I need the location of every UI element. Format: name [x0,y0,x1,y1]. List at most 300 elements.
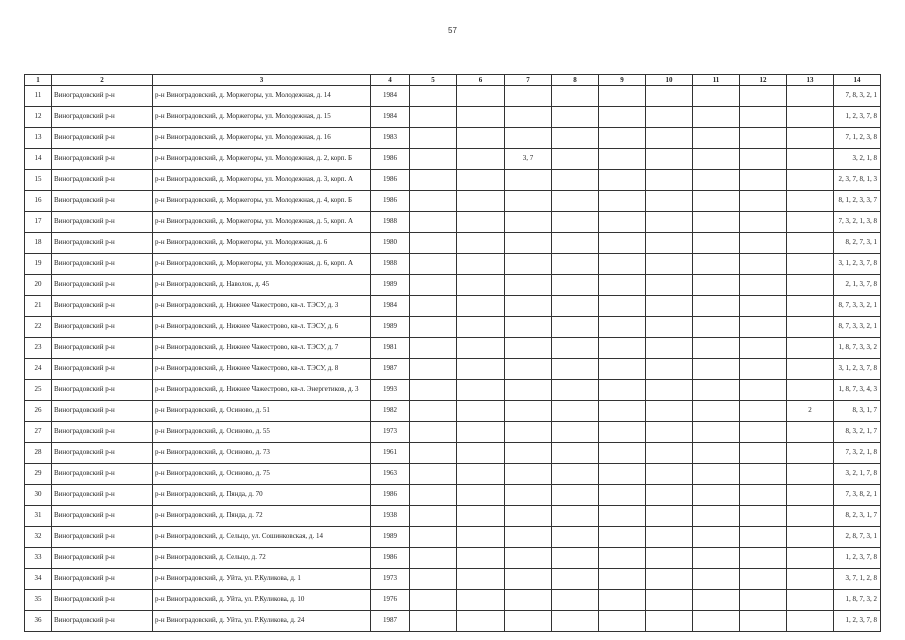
cell-10 [646,359,693,380]
cell-13 [787,443,834,464]
row-number: 17 [25,212,52,233]
row-number: 36 [25,611,52,632]
address-cell: р-н Виноградовский, д. Моржегоры, ул. Молодежная, д. 6 [153,233,371,254]
cell-9 [599,380,646,401]
cell-12 [740,485,787,506]
cell-11 [693,485,740,506]
cell-12 [740,338,787,359]
cell-5 [410,317,457,338]
district-cell: Виноградовский р-н [52,149,153,170]
cell-14: 7, 3, 8, 2, 1 [834,485,881,506]
cell-10 [646,569,693,590]
cell-10 [646,233,693,254]
cell-8 [552,107,599,128]
cell-5 [410,149,457,170]
table-header-row [25,75,881,86]
cell-6 [457,464,505,485]
cell-9 [599,107,646,128]
cell-11 [693,170,740,191]
cell-12 [740,191,787,212]
column-header-8: 8 [552,75,599,86]
cell-8 [552,338,599,359]
address-cell: р-н Виноградовский, д. Моржегоры, ул. Молодежная, д. 2, корп. Б [153,149,371,170]
cell-7 [505,443,552,464]
cell-9 [599,569,646,590]
cell-12 [740,170,787,191]
district-cell: Виноградовский р-н [52,275,153,296]
cell-7 [505,359,552,380]
cell-7 [505,611,552,632]
cell-10 [646,611,693,632]
year-cell: 1980 [371,233,410,254]
cell-9 [599,317,646,338]
cell-5 [410,401,457,422]
year-cell: 1963 [371,464,410,485]
cell-12 [740,128,787,149]
cell-7 [505,401,552,422]
cell-5 [410,86,457,107]
district-cell: Виноградовский р-н [52,485,153,506]
address-cell: р-н Виноградовский, д. Нижнее Чажестрово, кв-л. Энергетиков, д. 3 [153,380,371,401]
cell-11 [693,464,740,485]
cell-14: 8, 7, 3, 3, 2, 1 [834,296,881,317]
cell-9 [599,128,646,149]
cell-13 [787,611,834,632]
cell-7 [505,380,552,401]
cell-12 [740,317,787,338]
cell-7 [505,191,552,212]
cell-7 [505,86,552,107]
year-cell: 1986 [371,485,410,506]
cell-11 [693,212,740,233]
cell-14: 3, 2, 1, 8 [834,149,881,170]
cell-8 [552,380,599,401]
cell-12 [740,380,787,401]
cell-7 [505,254,552,275]
row-number: 15 [25,170,52,191]
year-cell: 1986 [371,548,410,569]
cell-7: 3, 7 [505,149,552,170]
cell-7 [505,296,552,317]
cell-11 [693,527,740,548]
year-cell: 1987 [371,611,410,632]
cell-7 [505,548,552,569]
cell-8 [552,149,599,170]
cell-10 [646,380,693,401]
cell-8 [552,590,599,611]
cell-7 [505,464,552,485]
page-number: 57 [448,26,457,35]
cell-7 [505,275,552,296]
cell-12 [740,401,787,422]
address-cell: р-н Виноградовский, д. Нижнее Чажестрово, кв-л. ТЭСУ, д. 3 [153,296,371,317]
column-header-9: 9 [599,75,646,86]
cell-10 [646,296,693,317]
cell-12 [740,149,787,170]
row-number: 35 [25,590,52,611]
address-cell: р-н Виноградовский, д. Нижнее Чажестрово, кв-л. ТЭСУ, д. 8 [153,359,371,380]
cell-8 [552,401,599,422]
district-cell: Виноградовский р-н [52,590,153,611]
cell-13 [787,191,834,212]
table-row [25,296,881,317]
cell-11 [693,317,740,338]
table-row [25,170,881,191]
district-cell: Виноградовский р-н [52,422,153,443]
cell-11 [693,506,740,527]
cell-13 [787,338,834,359]
cell-11 [693,296,740,317]
cell-12 [740,548,787,569]
cell-10 [646,338,693,359]
cell-6 [457,296,505,317]
cell-11 [693,149,740,170]
row-number: 34 [25,569,52,590]
column-header-4: 4 [371,75,410,86]
cell-7 [505,485,552,506]
cell-7 [505,338,552,359]
district-cell: Виноградовский р-н [52,86,153,107]
cell-11 [693,275,740,296]
cell-12 [740,254,787,275]
row-number: 13 [25,128,52,149]
cell-7 [505,170,552,191]
table-row [25,380,881,401]
cell-8 [552,170,599,191]
cell-9 [599,275,646,296]
cell-11 [693,380,740,401]
cell-8 [552,548,599,569]
cell-11 [693,611,740,632]
row-number: 30 [25,485,52,506]
address-cell: р-н Виноградовский, д. Наволок, д. 45 [153,275,371,296]
cell-6 [457,317,505,338]
cell-14: 2, 8, 7, 3, 1 [834,527,881,548]
cell-9 [599,149,646,170]
row-number: 22 [25,317,52,338]
cell-9 [599,506,646,527]
cell-12 [740,506,787,527]
table-row [25,86,881,107]
year-cell: 1984 [371,107,410,128]
column-header-6: 6 [457,75,505,86]
cell-12 [740,590,787,611]
cell-6 [457,611,505,632]
column-header-7: 7 [505,75,552,86]
cell-5 [410,464,457,485]
cell-8 [552,296,599,317]
year-cell: 1988 [371,212,410,233]
district-cell: Виноградовский р-н [52,128,153,149]
cell-12 [740,422,787,443]
cell-5 [410,296,457,317]
cell-6 [457,149,505,170]
cell-5 [410,128,457,149]
cell-5 [410,422,457,443]
cell-5 [410,338,457,359]
address-cell: р-н Виноградовский, д. Моржегоры, ул. Молодежная, д. 5, корп. А [153,212,371,233]
cell-6 [457,422,505,443]
cell-10 [646,149,693,170]
cell-14: 1, 2, 3, 7, 8 [834,611,881,632]
row-number: 25 [25,380,52,401]
cell-7 [505,422,552,443]
cell-7 [505,233,552,254]
cell-10 [646,443,693,464]
cell-9 [599,401,646,422]
row-number: 26 [25,401,52,422]
row-number: 11 [25,86,52,107]
district-cell: Виноградовский р-н [52,611,153,632]
cell-6 [457,275,505,296]
cell-9 [599,233,646,254]
row-number: 16 [25,191,52,212]
district-cell: Виноградовский р-н [52,107,153,128]
cell-9 [599,485,646,506]
year-cell: 1989 [371,317,410,338]
table-row [25,275,881,296]
cell-6 [457,191,505,212]
table-row [25,422,881,443]
cell-12 [740,275,787,296]
cell-14: 8, 2, 3, 1, 7 [834,506,881,527]
cell-10 [646,212,693,233]
cell-6 [457,170,505,191]
cell-7 [505,317,552,338]
cell-13 [787,506,834,527]
address-cell: р-н Виноградовский, д. Уйта, ул. Р.Куликова, д. 24 [153,611,371,632]
cell-6 [457,128,505,149]
year-cell: 1989 [371,275,410,296]
district-cell: Виноградовский р-н [52,506,153,527]
cell-14: 8, 3, 1, 7 [834,401,881,422]
cell-13 [787,485,834,506]
cell-6 [457,590,505,611]
cell-12 [740,443,787,464]
year-cell: 1984 [371,296,410,317]
cell-10 [646,275,693,296]
address-cell: р-н Виноградовский, д. Моржегоры, ул. Молодежная, д. 3, корп. А [153,170,371,191]
district-cell: Виноградовский р-н [52,338,153,359]
address-cell: р-н Виноградовский, д. Осиново, д. 73 [153,443,371,464]
cell-11 [693,422,740,443]
address-cell: р-н Виноградовский, д. Нижнее Чажестрово, кв-л. ТЭСУ, д. 7 [153,338,371,359]
cell-8 [552,485,599,506]
cell-12 [740,464,787,485]
cell-9 [599,359,646,380]
cell-10 [646,107,693,128]
cell-9 [599,338,646,359]
year-cell: 1986 [371,191,410,212]
table-row [25,569,881,590]
cell-8 [552,275,599,296]
cell-12 [740,212,787,233]
row-number: 27 [25,422,52,443]
cell-11 [693,569,740,590]
cell-5 [410,107,457,128]
year-cell: 1976 [371,590,410,611]
cell-8 [552,506,599,527]
cell-5 [410,380,457,401]
row-number: 19 [25,254,52,275]
cell-9 [599,422,646,443]
row-number: 18 [25,233,52,254]
cell-12 [740,611,787,632]
cell-14: 3, 1, 2, 3, 7, 8 [834,359,881,380]
year-cell: 1984 [371,86,410,107]
cell-14: 7, 1, 2, 3, 8 [834,128,881,149]
address-cell: р-н Виноградовский, д. Моржегоры, ул. Молодежная, д. 14 [153,86,371,107]
table-row [25,107,881,128]
address-cell: р-н Виноградовский, д. Моржегоры, ул. Молодежная, д. 15 [153,107,371,128]
cell-10 [646,191,693,212]
table-row [25,485,881,506]
row-number: 20 [25,275,52,296]
cell-8 [552,86,599,107]
table-row [25,401,881,422]
address-cell: р-н Виноградовский, д. Сельцо, ул. Сошинковская, д. 14 [153,527,371,548]
cell-10 [646,506,693,527]
cell-13 [787,86,834,107]
cell-5 [410,275,457,296]
table-row [25,338,881,359]
cell-10 [646,422,693,443]
cell-8 [552,611,599,632]
column-header-12: 12 [740,75,787,86]
cell-12 [740,107,787,128]
cell-13 [787,296,834,317]
cell-13 [787,464,834,485]
cell-14: 7, 3, 2, 1, 3, 8 [834,212,881,233]
cell-5 [410,485,457,506]
column-header-1: 1 [25,75,52,86]
cell-12 [740,569,787,590]
cell-14: 1, 8, 7, 3, 3, 2 [834,338,881,359]
cell-12 [740,527,787,548]
district-cell: Виноградовский р-н [52,527,153,548]
cell-9 [599,170,646,191]
cell-6 [457,485,505,506]
cell-11 [693,548,740,569]
address-cell: р-н Виноградовский, д. Моржегоры, ул. Молодежная, д. 4, корп. Б [153,191,371,212]
cell-14: 8, 3, 2, 1, 7 [834,422,881,443]
table-row [25,254,881,275]
district-cell: Виноградовский р-н [52,191,153,212]
cell-13 [787,212,834,233]
cell-6 [457,212,505,233]
column-header-14: 14 [834,75,881,86]
row-number: 24 [25,359,52,380]
cell-10 [646,590,693,611]
year-cell: 1973 [371,422,410,443]
cell-13 [787,233,834,254]
cell-5 [410,359,457,380]
district-cell: Виноградовский р-н [52,254,153,275]
cell-12 [740,296,787,317]
district-cell: Виноградовский р-н [52,317,153,338]
cell-11 [693,128,740,149]
year-cell: 1961 [371,443,410,464]
year-cell: 1993 [371,380,410,401]
row-number: 14 [25,149,52,170]
address-cell: р-н Виноградовский, д. Нижнее Чажестрово, кв-л. ТЭСУ, д. 6 [153,317,371,338]
table-row [25,506,881,527]
column-header-2: 2 [52,75,153,86]
cell-13 [787,359,834,380]
district-cell: Виноградовский р-н [52,233,153,254]
cell-10 [646,170,693,191]
cell-12 [740,233,787,254]
row-number: 23 [25,338,52,359]
row-number: 28 [25,443,52,464]
cell-8 [552,359,599,380]
column-header-11: 11 [693,75,740,86]
cell-9 [599,464,646,485]
address-cell: р-н Виноградовский, д. Пянда, д. 70 [153,485,371,506]
cell-14: 8, 1, 2, 3, 3, 7 [834,191,881,212]
cell-7 [505,212,552,233]
cell-8 [552,443,599,464]
cell-14: 3, 1, 2, 3, 7, 8 [834,254,881,275]
cell-11 [693,191,740,212]
cell-13 [787,527,834,548]
cell-13 [787,107,834,128]
cell-9 [599,443,646,464]
year-cell: 1973 [371,569,410,590]
cell-13 [787,170,834,191]
cell-14: 7, 8, 3, 2, 1 [834,86,881,107]
cell-6 [457,569,505,590]
year-cell: 1989 [371,527,410,548]
district-cell: Виноградовский р-н [52,443,153,464]
cell-11 [693,443,740,464]
cell-13 [787,275,834,296]
cell-5 [410,527,457,548]
cell-8 [552,569,599,590]
cell-10 [646,527,693,548]
cell-8 [552,212,599,233]
cell-5 [410,170,457,191]
table-row [25,149,881,170]
row-number: 29 [25,464,52,485]
cell-8 [552,422,599,443]
cell-11 [693,359,740,380]
cell-13 [787,590,834,611]
cell-13 [787,422,834,443]
cell-9 [599,86,646,107]
cell-8 [552,527,599,548]
cell-9 [599,212,646,233]
table-row [25,233,881,254]
table-row [25,128,881,149]
year-cell: 1986 [371,149,410,170]
cell-5 [410,590,457,611]
cell-6 [457,86,505,107]
cell-7 [505,107,552,128]
cell-11 [693,86,740,107]
row-number: 21 [25,296,52,317]
cell-7 [505,527,552,548]
column-header-13: 13 [787,75,834,86]
cell-5 [410,443,457,464]
column-header-10: 10 [646,75,693,86]
cell-10 [646,86,693,107]
district-cell: Виноградовский р-н [52,380,153,401]
cell-8 [552,254,599,275]
cell-13: 2 [787,401,834,422]
cell-5 [410,233,457,254]
cell-5 [410,548,457,569]
